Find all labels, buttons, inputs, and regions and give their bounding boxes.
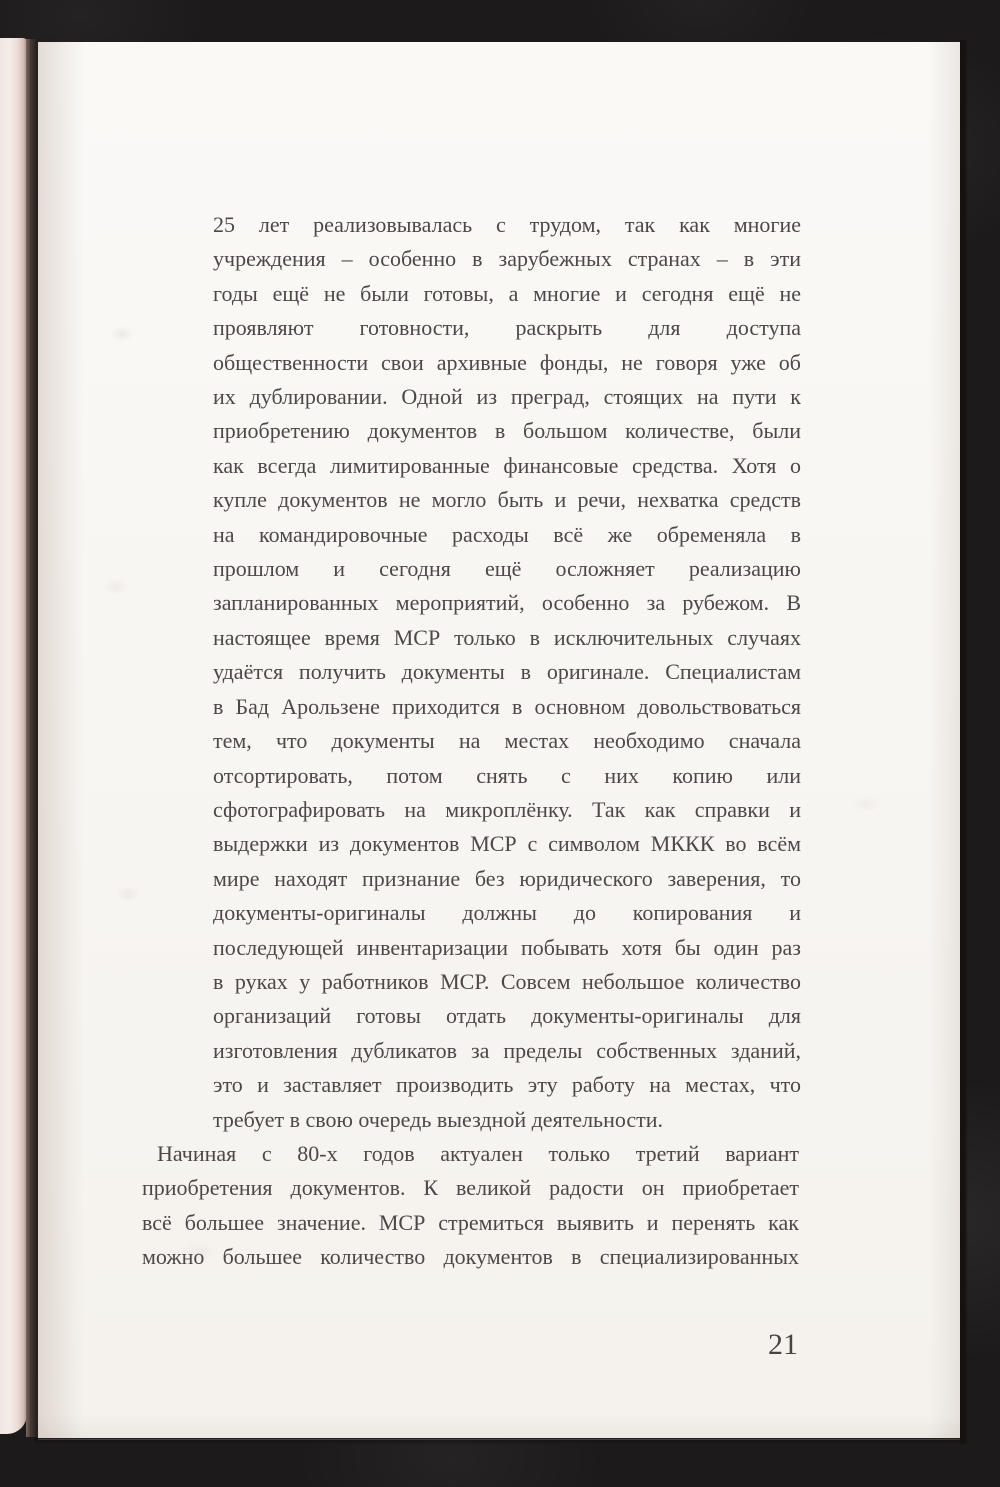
text-line: мире находят признание без юридического заверения, то: [213, 865, 801, 891]
text-line: в руках у работников МСР. Совсем небольшое количество: [213, 968, 801, 994]
page-right-edge-shadow: [960, 40, 968, 1444]
text-line: в Бад Арользене приходится в основном довольствоваться: [213, 693, 801, 719]
text-line: это и заставляет производить эту работу на местах, что: [213, 1072, 801, 1098]
text-line: Начиная с 80-х годов актуален только третий вариант: [157, 1140, 799, 1166]
continuation-quote-paragraph: [213, 208, 801, 1137]
text-line: годы ещё не были готовы, а многие и сегодня ещё не: [213, 280, 801, 306]
text-line: настоящее время МСР только в исключительных случаях: [213, 624, 801, 650]
text-line: выдержки из документов МСР с символом МККК во всём: [213, 831, 801, 857]
text-line: приобретению документов в большом количестве, были: [213, 418, 801, 444]
text-line: удаётся получить документы в оригинале. Специалистам: [213, 659, 801, 685]
text-line: общественности свои архивные фонды, не говоря уже об: [213, 349, 801, 375]
text-line: изготовления дубликатов за пределы собственных зданий,: [213, 1037, 801, 1063]
text-line: отсортировать, потом снять с них копию или: [213, 762, 801, 788]
text-line: 25 лет реализовывалась с трудом, так как многие: [213, 212, 801, 237]
main-paragraph: [142, 1137, 799, 1275]
text-line: организаций готовы отдать документы-оригиналы для: [213, 1003, 801, 1029]
text-line: как всегда лимитированные финансовые средства. Хотя о: [213, 452, 801, 478]
text-line: сфотографировать на микроплёнку. Так как справки и: [213, 796, 801, 822]
text-line: можно большее количество документов в специализированных: [142, 1244, 799, 1270]
text-line: запланированных мероприятий, особенно за рубежом. В: [213, 590, 801, 616]
page-bottom-edge-shadow: [34, 1438, 966, 1445]
text-line: требует в свою очередь выездной деятельности.: [213, 1106, 664, 1132]
text-line: на командировочные расходы всё же обременяла в: [213, 521, 801, 547]
text-line: последующей инвентаризации побывать хотя бы один раз: [213, 934, 801, 960]
text-line: всё большее значение. МСР стремиться выявить и перенять как: [142, 1209, 799, 1235]
text-line: приобретения документов. К великой радости он приобретает: [142, 1175, 799, 1201]
text-line: документы-оригиналы должны до копирования и: [213, 900, 801, 926]
page-number: 21: [768, 1328, 798, 1361]
adjacent-page-edge: [0, 38, 27, 1434]
text-line: проявляют готовности, раскрыть для доступа: [213, 315, 801, 341]
text-line: их дублировании. Одной из преград, стоящих на пути к: [213, 384, 801, 410]
page-text: [38, 42, 962, 1275]
text-line: тем, что документы на местах необходимо сначала: [213, 728, 801, 754]
text-line: прошлом и сегодня ещё осложняет реализацию: [213, 556, 801, 582]
book-page: [38, 42, 962, 1440]
text-line: купле документов не могло быть и речи, нехватка средств: [213, 487, 801, 513]
text-line: учреждения – особенно в зарубежных странах – в эти: [213, 246, 801, 272]
